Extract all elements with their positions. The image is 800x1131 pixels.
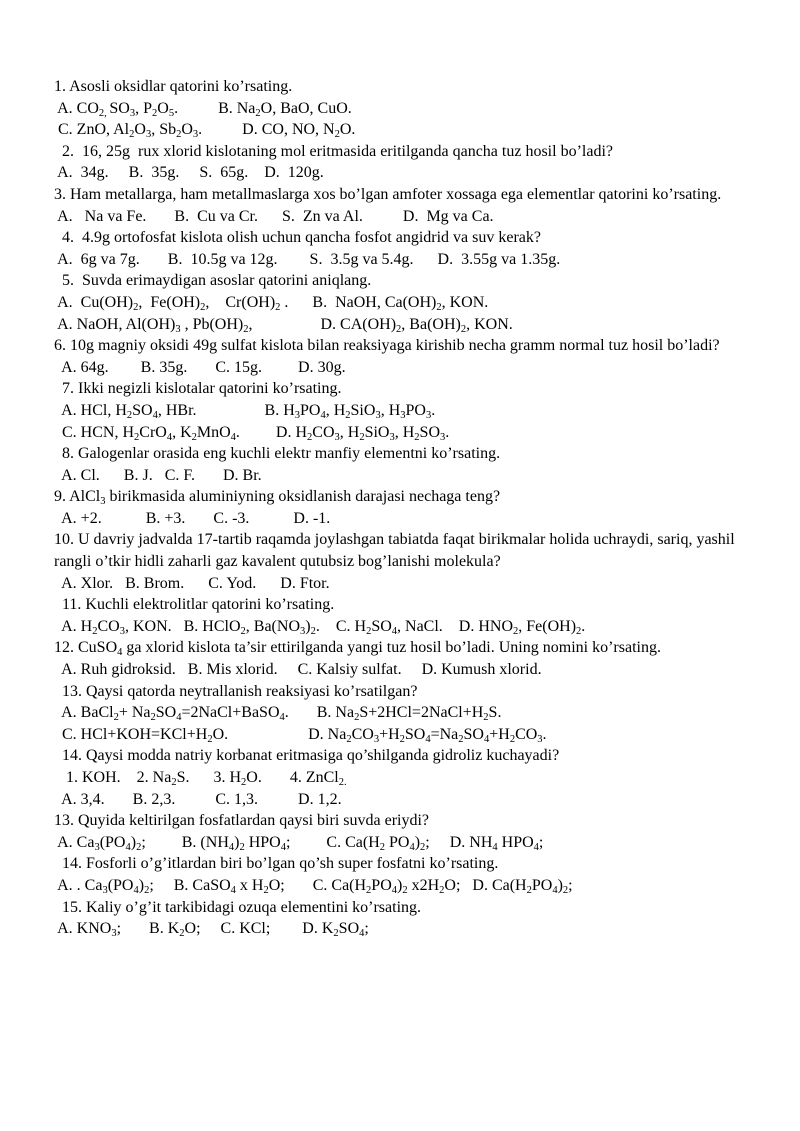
subscript: 2 bbox=[171, 777, 177, 788]
text-run: HPO bbox=[244, 833, 281, 851]
subscript: 3 bbox=[102, 884, 108, 896]
subscript: 2 bbox=[92, 625, 98, 637]
text-run: 6. 10g magniy oksidi 49g sulfat kislota bilan reaksiyaga kirishib necha gramm normal tuz hosil bo’ladi? bbox=[54, 337, 720, 355]
subscript: 3 bbox=[440, 431, 446, 443]
text-run: PO bbox=[385, 833, 410, 851]
text-run: SO bbox=[132, 401, 153, 419]
text-run: ; bbox=[538, 833, 544, 851]
text-run: PO bbox=[531, 876, 553, 894]
text-run: ) bbox=[305, 617, 311, 635]
subscript: 2 bbox=[207, 733, 213, 745]
text-run: , D. CA(OH) bbox=[248, 315, 397, 333]
text-run: O; C. Ca(H bbox=[268, 876, 367, 894]
text-run: , NaCl. D. HNO bbox=[397, 617, 514, 635]
text-run: A. 34g. B. 35g. S. 65g. D. 120g. bbox=[54, 164, 324, 182]
text-line bbox=[54, 400, 754, 422]
subscript: 2 bbox=[436, 301, 442, 313]
subscript: 2 bbox=[414, 431, 420, 443]
text-run: + Na bbox=[118, 704, 151, 722]
subscript: 2 bbox=[402, 884, 408, 896]
text-run: ) bbox=[234, 833, 240, 851]
text-run: ) bbox=[130, 833, 137, 851]
subscript: 2 bbox=[113, 712, 119, 724]
text-run: SO bbox=[371, 617, 392, 635]
text-run: 13. Quyida keltirilgan fosfatlardan qaysi biri suvda eriydi? bbox=[54, 812, 430, 830]
subscript: 4 bbox=[152, 409, 158, 421]
subscript: 2 bbox=[126, 409, 133, 421]
text-run: ) bbox=[138, 876, 145, 894]
text-line bbox=[54, 529, 754, 572]
text-line bbox=[54, 119, 754, 141]
subscript: 3 bbox=[192, 129, 199, 141]
text-run: 1. KOH. 2. Na bbox=[54, 769, 172, 786]
text-line bbox=[54, 314, 754, 336]
text-line bbox=[54, 184, 754, 206]
subscript: 4 bbox=[409, 841, 415, 853]
text-run: ; bbox=[568, 876, 573, 894]
text-run: . B. Na bbox=[284, 704, 355, 722]
subscript: 2 bbox=[144, 884, 150, 896]
subscript: 2 bbox=[241, 777, 247, 788]
subscript: 2 bbox=[275, 301, 281, 313]
subscript: 3 bbox=[334, 431, 340, 443]
text-line bbox=[54, 270, 754, 292]
text-line bbox=[54, 789, 754, 811]
subscript: 3 bbox=[425, 409, 432, 421]
subscript: 3 bbox=[389, 431, 395, 443]
subscript: 3 bbox=[294, 409, 301, 421]
subscript: 2 bbox=[366, 625, 372, 637]
text-line bbox=[54, 702, 754, 724]
text-run: =Na bbox=[430, 725, 459, 743]
text-run: birikmasida aluminiyning oksidlanish darajasi nechaga teng? bbox=[105, 488, 501, 506]
subscript: 2, bbox=[98, 107, 110, 119]
subscript: 2 bbox=[513, 625, 519, 637]
text-line bbox=[54, 832, 754, 854]
text-run: , Ba(OH) bbox=[401, 315, 461, 333]
subscript: 2 bbox=[420, 841, 426, 853]
subscript: 4 bbox=[552, 884, 558, 896]
text-run: 10. U davriy jadvalda 17-tartib raqamda joylashgan tabiatda faqat birikmalar holida uchraydi, sariq, yashil rangli o’tkir hidli zaharli gaz kavalent qutubsiz bog’lanishi molekula? bbox=[54, 531, 735, 571]
subscript: 4 bbox=[391, 884, 397, 896]
text-run: . bbox=[431, 401, 436, 419]
text-run: (PO bbox=[99, 833, 126, 851]
text-run: 13. Qaysi qatorda neytrallanish reaksiyasi ko’rsatilgan? bbox=[54, 682, 418, 700]
text-line bbox=[54, 573, 754, 595]
subscript: 4 bbox=[176, 712, 182, 724]
subscript: 2 bbox=[359, 431, 365, 443]
subscript: 4 bbox=[230, 431, 236, 443]
subscript: 2 bbox=[263, 884, 269, 896]
subscript: 3 bbox=[100, 496, 106, 508]
subscript: 2 bbox=[240, 625, 246, 637]
text-line bbox=[54, 465, 754, 487]
text-line bbox=[54, 508, 754, 530]
subscript: 2 bbox=[334, 129, 340, 141]
subscript: 2 bbox=[562, 884, 569, 896]
subscript: 2 bbox=[354, 712, 360, 724]
text-run: ; D. NH bbox=[425, 833, 493, 851]
subscript: 2 bbox=[346, 733, 352, 745]
text-run: , K bbox=[172, 423, 192, 441]
subscript: 2 bbox=[509, 733, 516, 745]
subscript: 2. bbox=[338, 777, 347, 788]
subscript: 4 bbox=[483, 733, 490, 745]
text-run: ; C. Ca(H bbox=[285, 833, 380, 851]
text-run: ) bbox=[414, 833, 421, 851]
text-run: . D. CO, NO, N bbox=[198, 121, 335, 139]
text-run: 15. Kaliy o’g’it tarkibidagi ozuqa elementini ko’rsating. bbox=[54, 898, 422, 916]
text-run: PO bbox=[371, 876, 392, 894]
text-run: . D. H bbox=[235, 423, 308, 441]
text-run: A. Cl. B. J. C. F. D. Br. bbox=[54, 466, 262, 484]
text-run: ; bbox=[364, 920, 369, 938]
subscript: 2 bbox=[483, 712, 489, 724]
subscript: 3 bbox=[537, 733, 543, 745]
subscript: 2 bbox=[460, 323, 467, 335]
text-run: 9. AlCl bbox=[54, 488, 101, 506]
text-run: , Fe(OH) bbox=[518, 617, 577, 635]
text-run: 14. Fosforli o’g’itlardan biri bo’lgan qo’sh super fosfatni ko’rsating. bbox=[54, 855, 499, 873]
text-run: , HBr. B. H bbox=[157, 401, 295, 419]
text-run: , Ba(NO bbox=[245, 617, 300, 635]
subscript: 4 bbox=[533, 841, 539, 853]
subscript: 2 bbox=[345, 409, 351, 421]
text-run: CO bbox=[351, 725, 374, 743]
text-run: MnO bbox=[196, 423, 231, 441]
text-line bbox=[54, 659, 754, 681]
text-run: +H bbox=[379, 725, 400, 743]
text-run: O. D. Na bbox=[212, 725, 347, 743]
text-run: 11. Kuchli elektrolitlar qatorini ko’rsating. bbox=[54, 596, 335, 614]
text-run: O bbox=[181, 121, 193, 139]
text-run: A. 3,4. B. 2,3. C. 1,3. D. 1,2. bbox=[54, 790, 342, 808]
subscript: 2 bbox=[129, 129, 135, 141]
text-line bbox=[54, 594, 754, 616]
subscript: 3 bbox=[145, 129, 152, 141]
text-run: A. CO bbox=[54, 99, 99, 117]
subscript: 3 bbox=[129, 107, 136, 119]
text-run: O; C. KCl; D. K bbox=[184, 920, 334, 938]
subscript: 2 bbox=[176, 129, 182, 141]
text-line bbox=[54, 422, 754, 444]
text-line bbox=[54, 875, 754, 897]
text-line bbox=[54, 335, 754, 357]
text-run: PO bbox=[300, 401, 321, 419]
subscript: 4 bbox=[230, 884, 236, 896]
text-run: O bbox=[157, 99, 169, 117]
text-run: A. Cu(OH) bbox=[54, 293, 134, 311]
text-run: 1. Asosli oksidlar qatorini ko’rsating. bbox=[54, 78, 293, 95]
subscript: 2 bbox=[134, 431, 140, 443]
subscript: 2 bbox=[200, 301, 206, 313]
text-run: . B. Na bbox=[174, 99, 256, 117]
text-run: 2. 16, 25g rux xlorid kislotaning mol eritmasida eritilganda qancha tuz hosil bo’ladi? bbox=[54, 142, 613, 160]
text-line bbox=[54, 249, 754, 271]
subscript: 2 bbox=[179, 928, 185, 940]
text-run: A. 64g. B. 35g. C. 15g. D. 30g. bbox=[54, 358, 346, 376]
subscript: 4 bbox=[125, 841, 131, 853]
text-run: 5. Suvda erimaydigan asoslar qatorini aniqlang. bbox=[54, 272, 372, 290]
text-line bbox=[54, 767, 754, 789]
text-line bbox=[54, 162, 754, 184]
subscript: 2 bbox=[333, 928, 339, 940]
subscript: 2 bbox=[458, 733, 464, 745]
subscript: 2 bbox=[366, 884, 372, 896]
text-run: A. NaOH, Al(OH) bbox=[54, 315, 176, 333]
subscript: 4 bbox=[391, 625, 398, 637]
text-run: 3. Ham metallarga, ham metallmaslarga xos bo’lgan amfoter xossaga ega elementlar qatorini ko’rsating. bbox=[54, 185, 722, 203]
text-run: A. Ruh gidroksid. B. Mis xlorid. C. Kalsiy sulfat. D. Kumush xlorid. bbox=[54, 661, 542, 679]
subscript: 2 bbox=[239, 841, 245, 853]
document-page bbox=[54, 76, 754, 940]
subscript: 2 bbox=[439, 884, 445, 896]
subscript: 4 bbox=[359, 928, 365, 940]
text-line bbox=[54, 292, 754, 314]
subscript: 3 bbox=[373, 733, 380, 745]
text-run: SiO bbox=[350, 401, 376, 419]
text-run: ) bbox=[397, 876, 403, 894]
text-run: PO bbox=[405, 401, 426, 419]
subscript: 2 bbox=[310, 625, 316, 637]
subscript: 2 bbox=[133, 301, 139, 313]
text-run: . B. NaOH, Ca(OH) bbox=[280, 293, 437, 311]
subscript: 2 bbox=[396, 323, 402, 335]
text-line bbox=[54, 810, 754, 832]
text-run: A. Ca bbox=[54, 833, 95, 851]
subscript: 3 bbox=[400, 409, 406, 421]
subscript: 2 bbox=[150, 712, 156, 724]
text-run: A. 6g va 7g. B. 10.5g va 12g. S. 3.5g va 5.4g. D. 3.55g va 1.35g. bbox=[54, 250, 561, 268]
text-run: ; B. K bbox=[116, 920, 180, 938]
text-run: SO bbox=[338, 920, 360, 938]
subscript: 3 bbox=[94, 841, 100, 853]
text-run: , P bbox=[135, 99, 153, 117]
text-run: (PO bbox=[107, 876, 134, 894]
text-run: S. bbox=[488, 704, 502, 722]
text-line bbox=[54, 443, 754, 465]
question-list bbox=[54, 76, 754, 940]
subscript: 2 bbox=[576, 625, 582, 637]
subscript: 2 bbox=[399, 733, 405, 745]
text-run: CO bbox=[312, 423, 335, 441]
subscript: 2 bbox=[152, 107, 158, 119]
text-line bbox=[54, 357, 754, 379]
text-run: A. H bbox=[54, 617, 93, 635]
subscript: 4 bbox=[492, 841, 498, 853]
text-line bbox=[54, 616, 754, 638]
text-run: , H bbox=[325, 401, 346, 419]
text-run: , Fe(OH) bbox=[138, 293, 201, 311]
text-line bbox=[54, 141, 754, 163]
text-run: , KON. B. HClO bbox=[124, 617, 241, 635]
text-line bbox=[54, 206, 754, 228]
text-run: A. KNO bbox=[54, 920, 112, 938]
subscript: 4 bbox=[425, 733, 431, 745]
text-line bbox=[54, 745, 754, 767]
text-run: ga xlorid kislota ta’sir ettirilganda yangi tuz hosil bo’ladi. Uning nomini ko’rsating. bbox=[122, 639, 661, 657]
text-line bbox=[54, 724, 754, 746]
text-run: 8. Galogenlar orasida eng kuchli elektr manfiy elementni ko’rsating. bbox=[54, 445, 501, 463]
subscript: 4 bbox=[279, 712, 285, 724]
subscript: 4 bbox=[228, 841, 235, 853]
text-run: O, BaO, CuO. bbox=[260, 99, 352, 117]
text-run: C. HCN, H bbox=[54, 423, 135, 441]
text-run: HPO bbox=[497, 833, 534, 851]
text-run: , H bbox=[394, 423, 415, 441]
text-run: , H bbox=[339, 423, 360, 441]
text-run: 7. Ikki negizli kislotalar qatorini ko’rsating. bbox=[54, 380, 342, 398]
text-run: A. HCl, H bbox=[54, 401, 127, 419]
text-run: SO bbox=[419, 423, 440, 441]
text-run: , KON. bbox=[466, 315, 513, 333]
subscript: 2 bbox=[136, 841, 142, 853]
text-line bbox=[54, 681, 754, 703]
subscript: 3 bbox=[111, 928, 117, 940]
text-run: , Cr(OH) bbox=[205, 293, 276, 311]
text-run: O. bbox=[339, 121, 356, 139]
text-run: O. 4. ZnCl bbox=[246, 769, 339, 786]
subscript: 4 bbox=[117, 647, 123, 659]
text-run: x H bbox=[235, 876, 264, 894]
text-run: A. Na va Fe. B. Cu va Cr. S. Zn va Al. D. Mg va Ca. bbox=[54, 207, 494, 225]
text-run: x2H bbox=[407, 876, 440, 894]
text-run: A. BaCl bbox=[54, 704, 114, 722]
text-run: =2NaCl+BaSO bbox=[181, 704, 280, 722]
subscript: 3 bbox=[175, 323, 181, 335]
text-run: S. 3. H bbox=[176, 769, 242, 786]
text-run: O bbox=[134, 121, 146, 139]
subscript: 4 bbox=[166, 431, 173, 443]
text-run: A. +2. B. +3. C. -3. D. -1. bbox=[54, 509, 331, 527]
text-run: A. . Ca bbox=[54, 876, 103, 894]
subscript: 4 bbox=[133, 884, 139, 896]
text-run: SiO bbox=[364, 423, 390, 441]
text-run: A. Xlor. B. Brom. C. Yod. D. Ftor. bbox=[54, 574, 330, 592]
subscript: 3 bbox=[119, 625, 125, 637]
subscript: 4 bbox=[280, 841, 286, 853]
subscript: 3 bbox=[300, 625, 306, 637]
text-line bbox=[54, 378, 754, 400]
subscript: 2 bbox=[307, 431, 313, 443]
subscript: 2 bbox=[255, 107, 261, 119]
text-line bbox=[54, 227, 754, 249]
text-run: , H bbox=[380, 401, 401, 419]
subscript: 2 bbox=[191, 431, 197, 443]
subscript: 2 bbox=[526, 884, 532, 896]
text-run: SO bbox=[109, 99, 130, 117]
text-run: , Pb(OH) bbox=[180, 315, 244, 333]
subscript: 3 bbox=[375, 409, 381, 421]
text-run: 12. CuSO bbox=[54, 639, 118, 657]
subscript: 2 bbox=[243, 323, 249, 335]
text-run: C. ZnO, Al bbox=[54, 121, 130, 139]
text-run: C. HCl+KOH=KCl+H bbox=[54, 725, 208, 743]
text-line bbox=[54, 637, 754, 659]
text-line bbox=[54, 918, 754, 940]
text-run: CO bbox=[97, 617, 120, 635]
text-run: ; B. (NH bbox=[141, 833, 229, 851]
text-run: , KON. bbox=[441, 293, 489, 311]
text-line bbox=[54, 486, 754, 508]
text-run: ; B. CaSO bbox=[149, 876, 231, 894]
text-run: CrO bbox=[139, 423, 167, 441]
text-run: . C. H bbox=[315, 617, 367, 635]
subscript: 5 bbox=[168, 107, 175, 119]
text-run: 4. 4.9g ortofosfat kislota olish uchun qancha fosfot angidrid va suv kerak? bbox=[54, 229, 541, 247]
text-line bbox=[54, 853, 754, 875]
text-line bbox=[54, 98, 754, 120]
subscript: 4 bbox=[320, 409, 326, 421]
text-run: SO bbox=[155, 704, 177, 722]
subscript: 2 bbox=[379, 841, 385, 853]
text-run: SO bbox=[463, 725, 484, 743]
text-line bbox=[54, 76, 754, 98]
text-run: . bbox=[445, 423, 450, 441]
text-line bbox=[54, 897, 754, 919]
text-run: . bbox=[542, 725, 547, 743]
text-run: S+2HCl=2NaCl+H bbox=[359, 704, 484, 722]
text-run: +H bbox=[489, 725, 510, 743]
text-run: . bbox=[581, 617, 586, 635]
text-run: , Sb bbox=[151, 121, 177, 139]
text-run: 14. Qaysi modda natriy korbanat eritmasiga qo’shilganda gidroliz kuchayadi? bbox=[54, 747, 560, 765]
text-run: ) bbox=[557, 876, 563, 894]
text-run: CO bbox=[515, 725, 538, 743]
text-run: SO bbox=[404, 725, 426, 743]
text-run: O; D. Ca(H bbox=[444, 876, 527, 894]
